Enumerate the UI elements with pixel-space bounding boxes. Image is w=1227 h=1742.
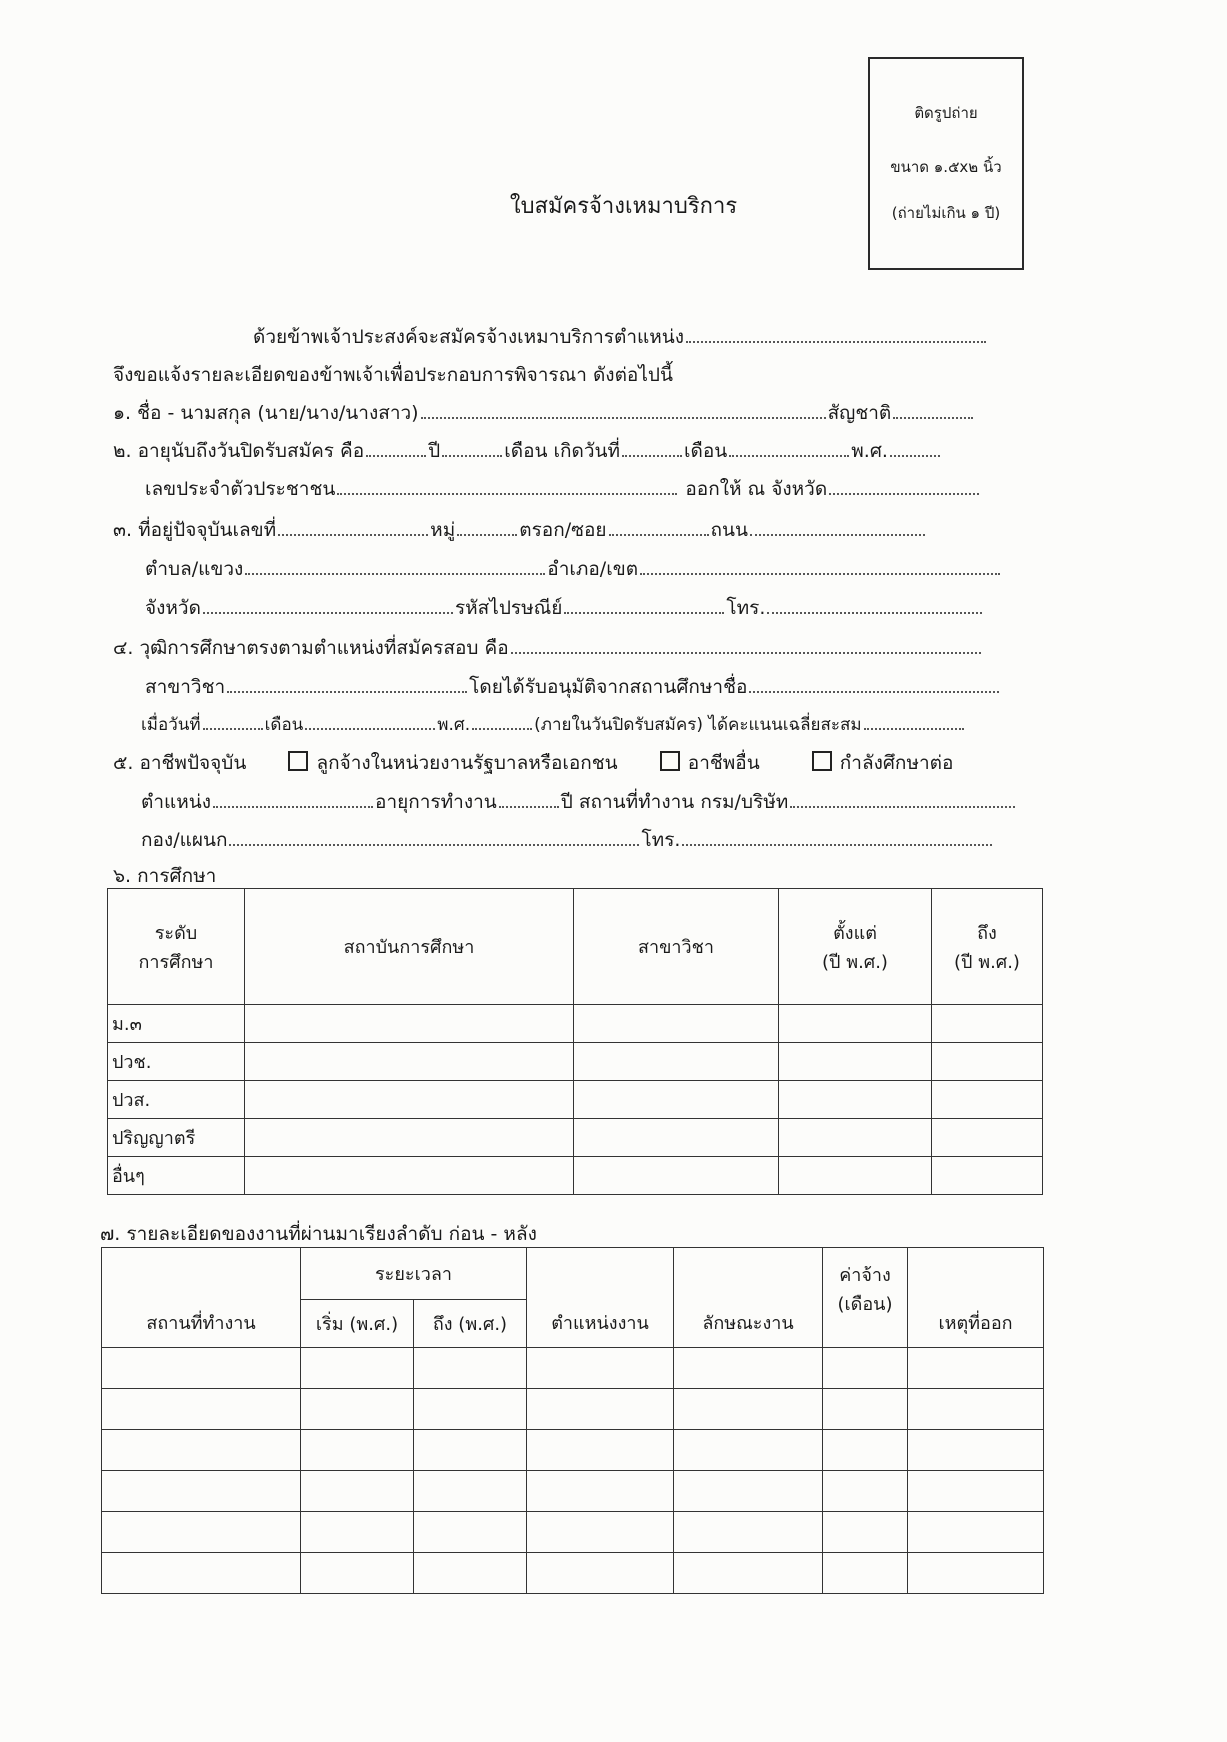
- age-month-field[interactable]: [442, 437, 502, 457]
- grad-year-field[interactable]: [472, 710, 532, 730]
- period-header: ระยะเวลา: [301, 1248, 527, 1300]
- phone-field[interactable]: [767, 594, 982, 614]
- end-header: ถึง (พ.ศ.): [414, 1300, 527, 1348]
- employee-checkbox[interactable]: [288, 751, 308, 771]
- table-row: [102, 1471, 1044, 1512]
- education-heading: ๖. การศึกษา: [113, 865, 217, 887]
- issued-province-field[interactable]: [829, 475, 979, 495]
- birth-month-field[interactable]: [729, 437, 849, 457]
- work-phone-field[interactable]: [682, 826, 992, 846]
- id-number-field[interactable]: [337, 475, 677, 495]
- table-row: ปวส.: [108, 1081, 1043, 1119]
- item2-line2: เลขประจำตัวประชาชน ออกให้ ณ จังหวัด: [113, 474, 1027, 504]
- item2-line1: ๒. อายุนับถึงวันปิดรับสมัคร คือ ปี เดือน เกิดวันที่ เดือน พ.ศ.: [113, 436, 1027, 466]
- age-year-field[interactable]: [366, 437, 426, 457]
- table-row: [102, 1348, 1044, 1389]
- education-table: [107, 888, 1043, 1195]
- birth-year-field[interactable]: [890, 437, 940, 457]
- level-header: ระดับ การศึกษา: [108, 889, 245, 1005]
- form-title: ใบสมัครจ้างเหมาบริการ: [509, 194, 738, 219]
- item4-line1: ๔. วุฒิการศึกษาตรงตามตำแหน่งที่สมัครสอบ คือ: [113, 633, 1027, 663]
- work-header-row-1: [102, 1248, 1044, 1300]
- item4-line3: เมื่อวันที่ เดือน พ.ศ. (ภายในวันปิดรับสมัคร) ได้คะแนนเฉลี่ยสะสม: [113, 710, 1027, 740]
- reason-header: เหตุที่ออก: [908, 1248, 1044, 1348]
- job-position-header: ตำแหน่งงาน: [527, 1248, 674, 1348]
- table-row: [102, 1430, 1044, 1471]
- item3-line1: ๓. ที่อยู่ปัจจุบันเลขที่ หมู่ ตรอก/ซอย ถนน: [113, 515, 1027, 545]
- item3-line2: ตำบล/แขวง อำเภอ/เขต: [113, 554, 1027, 584]
- photo-box-line3: (ถ่ายไม่เกิน ๑ ปี): [891, 204, 1001, 222]
- to-header: ถึง (ปี พ.ศ.): [932, 889, 1043, 1005]
- table-row: ปริญญาตรี: [108, 1119, 1043, 1157]
- work-history-table: [101, 1247, 1044, 1594]
- item5-line2: ตำแหน่ง อายุการทำงาน ปี สถานที่ทำงาน กรม/บริษัท: [113, 787, 1027, 817]
- item1-line: ๑. ชื่อ - นามสกุล (นาย/นาง/นางสาว) สัญชาติ: [113, 398, 1027, 428]
- institution-field[interactable]: [749, 673, 999, 693]
- workplace-header: สถานที่ทำงาน: [102, 1248, 301, 1348]
- work-heading: ๗. รายละเอียดของงานที่ผ่านมาเรียงลำดับ ก่อน - หลัง: [100, 1223, 537, 1245]
- job-nature-header: ลักษณะงาน: [674, 1248, 823, 1348]
- item5-line1: ๕. อาชีพปัจจุบัน ลูกจ้างในหน่วยงานรัฐบาลหรือเอกชน อาชีพอื่น กำลังศึกษาต่อ: [113, 752, 954, 774]
- name-field[interactable]: [421, 399, 826, 419]
- major-header: สาขาวิชา: [574, 889, 779, 1005]
- photo-box: [868, 57, 1024, 270]
- intro-line1: ด้วยข้าพเจ้าประสงค์จะสมัครจ้างเหมาบริการตำแหน่ง: [113, 322, 1027, 352]
- table-row: ม.๓: [108, 1005, 1043, 1043]
- soi-field[interactable]: [609, 516, 709, 536]
- division-field[interactable]: [229, 826, 639, 846]
- qualification-field[interactable]: [511, 634, 981, 654]
- postcode-field[interactable]: [564, 594, 724, 614]
- institution-header: สถาบันการศึกษา: [245, 889, 574, 1005]
- position-field[interactable]: [686, 323, 986, 343]
- gpa-field[interactable]: [864, 710, 964, 730]
- major-field[interactable]: [227, 673, 467, 693]
- start-header: เริ่ม (พ.ศ.): [301, 1300, 414, 1348]
- amphoe-field[interactable]: [640, 555, 1000, 575]
- workplace-field[interactable]: [790, 788, 1015, 808]
- studying-checkbox[interactable]: [812, 751, 832, 771]
- table-row: [102, 1512, 1044, 1553]
- intro-line2: จึงขอแจ้งรายละเอียดของข้าพเจ้าเพื่อประกอบการพิจารณา ดังต่อไปนี้: [113, 364, 673, 386]
- road-field[interactable]: [750, 516, 925, 536]
- from-header: ตั้งแต่ (ปี พ.ศ.): [779, 889, 932, 1005]
- tambon-field[interactable]: [245, 555, 545, 575]
- education-header-row: [108, 889, 1043, 1005]
- table-row: ปวช.: [108, 1043, 1043, 1081]
- grad-month-field[interactable]: [305, 710, 435, 730]
- photo-box-line2: ขนาด ๑.๕x๒ นิ้ว: [890, 158, 1002, 176]
- province-field[interactable]: [203, 594, 453, 614]
- item5-line3: กอง/แผนก โทร.: [113, 825, 1027, 855]
- birth-day-field[interactable]: [622, 437, 682, 457]
- table-row: อื่นๆ: [108, 1157, 1043, 1195]
- other-occupation-checkbox[interactable]: [660, 751, 680, 771]
- table-row: [102, 1553, 1044, 1594]
- table-row: [102, 1389, 1044, 1430]
- nationality-field[interactable]: [893, 399, 973, 419]
- moo-field[interactable]: [457, 516, 517, 536]
- wage-header: ค่าจ้าง (เดือน): [823, 1248, 908, 1348]
- house-number-field[interactable]: [278, 516, 428, 536]
- item3-line3: จังหวัด รหัสไปรษณีย์ โทร.: [113, 593, 1027, 623]
- grad-day-field[interactable]: [203, 710, 263, 730]
- photo-box-line1: ติดรูปถ่าย: [914, 104, 978, 122]
- item4-line2: สาขาวิชา โดยได้รับอนุมัติจากสถานศึกษาชื่อ: [113, 672, 1027, 702]
- current-position-field[interactable]: [213, 788, 373, 808]
- tenure-field[interactable]: [499, 788, 559, 808]
